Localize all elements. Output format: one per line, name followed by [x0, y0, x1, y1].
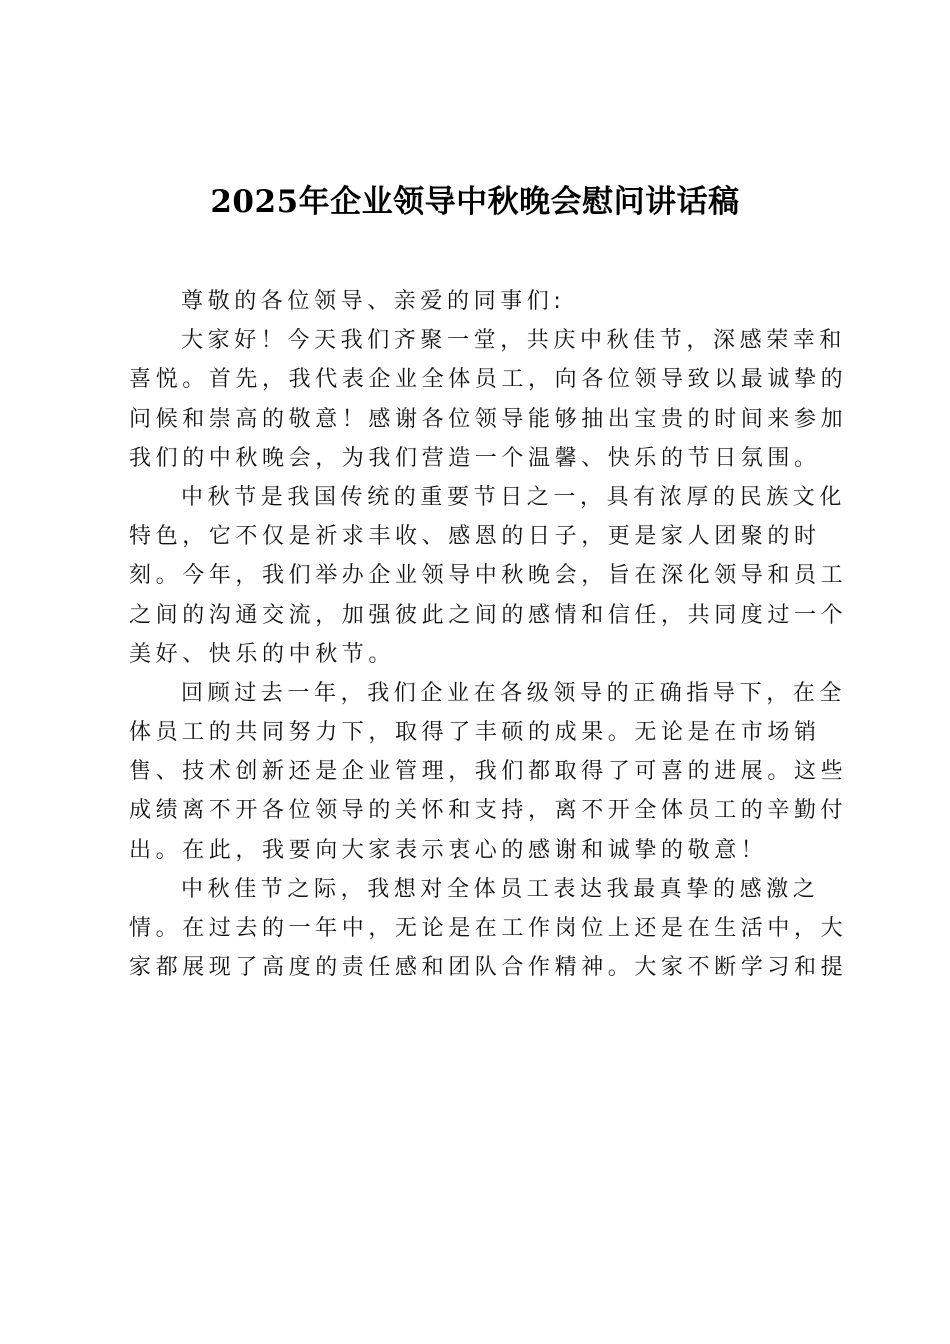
paragraph-line: 特色，它不仅是祈求丰收、感恩的日子，更是家人团聚的时 [129, 524, 821, 550]
paragraph-line: 成绩离不开各位领导的关怀和支持，离不开全体员工的辛勤付 [129, 798, 848, 824]
paragraph-2 [129, 478, 848, 674]
paragraph-4 [129, 870, 848, 988]
paragraph-line: 刻。今年，我们举办企业领导中秋晚会，旨在深化领导和员工 [129, 563, 848, 589]
paragraph-line: 中秋节是我国传统的重要节日之一，具有浓厚的民族文化 [181, 484, 847, 510]
salutation: 尊敬的各位领导、亲爱的同事们: [181, 289, 566, 314]
paragraph-line: 体员工的共同努力下，取得了丰硕的成果。无论是在市场销 [129, 720, 821, 746]
paragraph-1 [129, 321, 848, 478]
document-title: 2025年企业领导中秋晚会慰问讲话稿 [210, 184, 740, 220]
paragraph-3 [129, 674, 848, 870]
paragraph-line: 回顾过去一年，我们企业在各级领导的正确指导下，在全 [181, 680, 847, 706]
paragraph-line: 我们的中秋晚会，为我们营造一个温馨、快乐的节日氛围。 [129, 445, 821, 471]
document-body [129, 282, 848, 987]
paragraph-line: 之间的沟通交流，加强彼此之间的感情和信任，共同度过一个 [129, 602, 848, 628]
paragraph-line: 大家好！今天我们齐聚一堂，共庆中秋佳节，深感荣幸和 [181, 328, 847, 354]
paragraph-line: 情。在过去的一年中，无论是在工作岗位上还是在生活中，大 [129, 916, 848, 941]
paragraph-line: 中秋佳节之际，我想对全体员工表达我最真挚的感激之 [181, 876, 820, 902]
paragraph-line: 问候和崇高的敬意！感谢各位领导能够抽出宝贵的时间来参加 [129, 406, 848, 432]
paragraph-line: 售、技术创新还是企业管理，我们都取得了可喜的进展。这些 [129, 759, 848, 785]
paragraph-line: 出。在此，我要向大家表示衷心的感谢和诚挚的敬意！ [129, 837, 768, 863]
paragraph-line: 家都展现了高度的责任感和团队合作精神。大家不断学习和提 [129, 955, 848, 981]
paragraph-line: 喜悦。首先，我代表企业全体员工，向各位领导致以最诚挚的 [129, 367, 848, 393]
paragraph-line: 美好、快乐的中秋节。 [129, 641, 396, 667]
